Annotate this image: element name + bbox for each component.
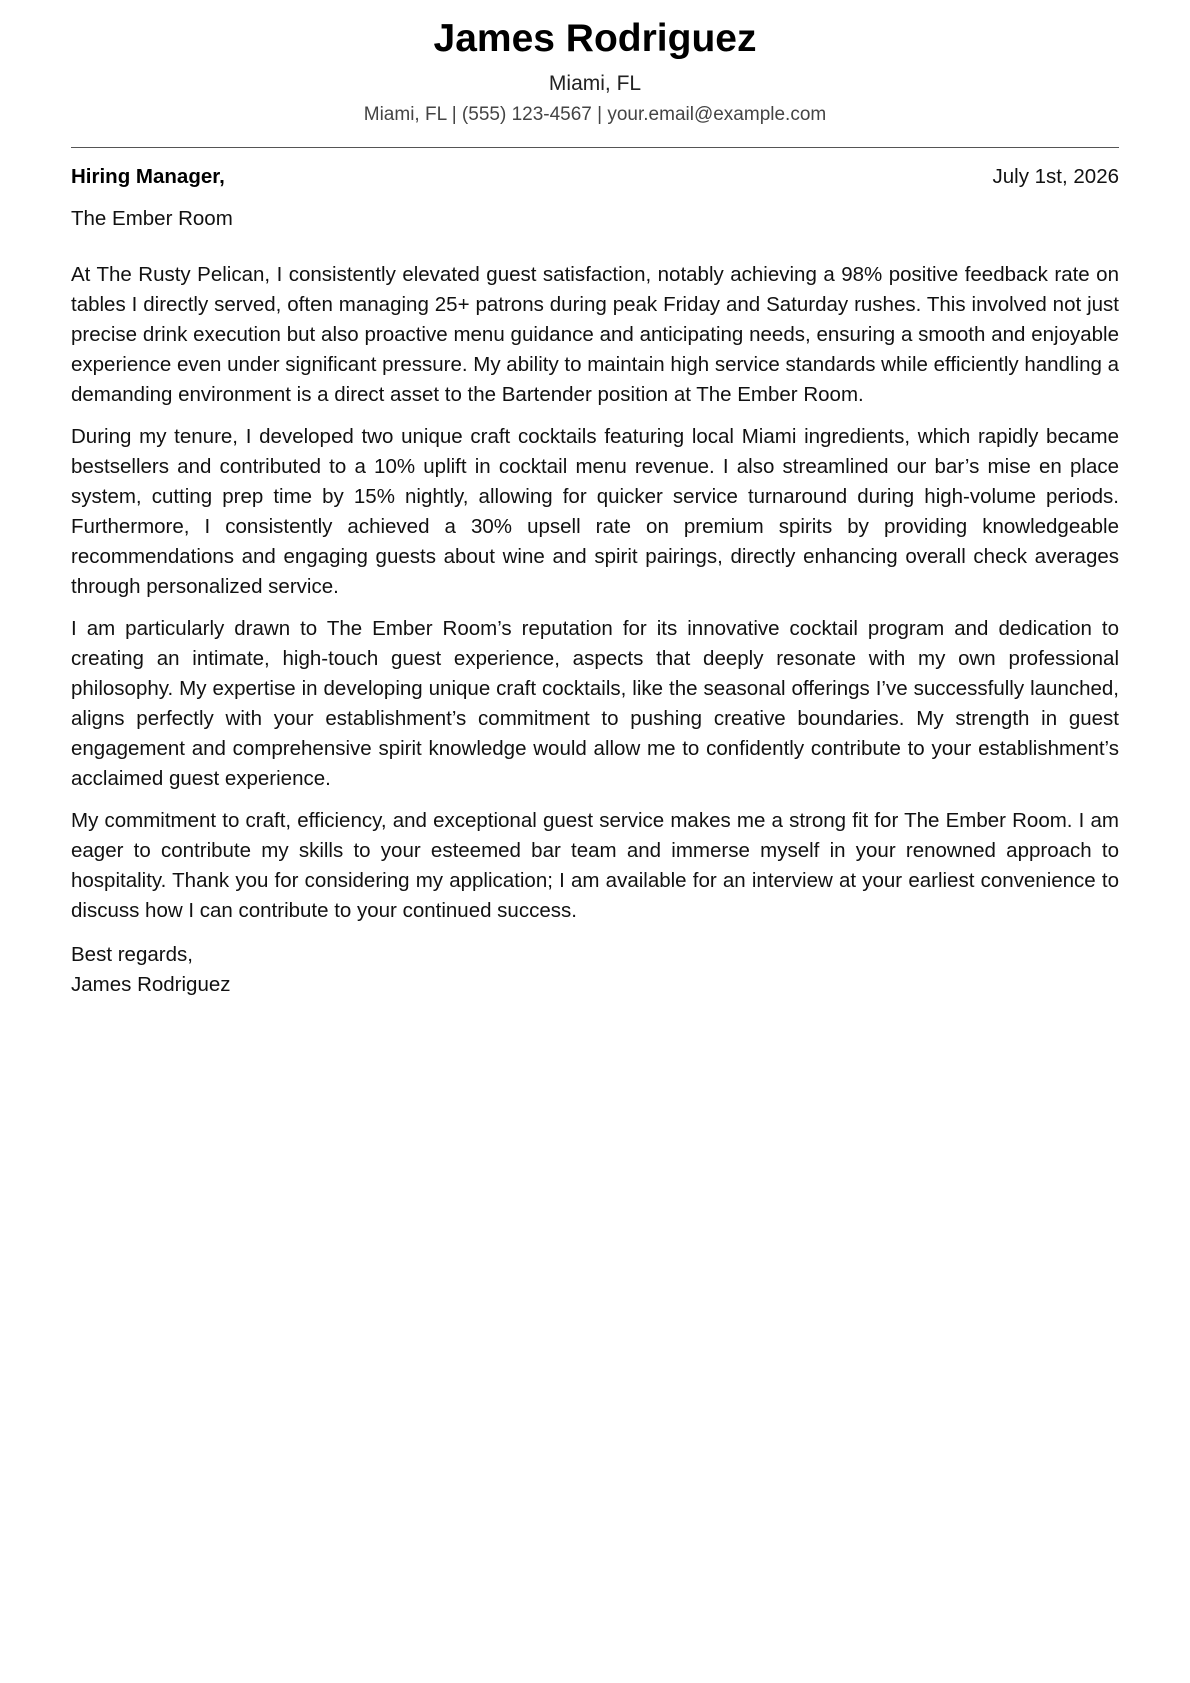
body-paragraph-1: At The Rusty Pelican, I consistently elevated guest satisfaction, notably achieving a 98% positive feedback rate on tables I directly served, often managing 25+ patrons during peak Friday and Saturday rushes. This involved not just precise drink execution but also proactive menu guidance and anticipating needs, ensuring a smooth and enjoyable experience even under significant pressure. My ability to maintain high service standards while efficiently handling a demanding environment is a direct asset to the Bartender position at The Ember Room. <box>71 263 1119 406</box>
letter-closing <box>71 940 1119 1000</box>
cover-letter-page <box>71 0 1119 1000</box>
applicant-name: James Rodriguez <box>433 17 757 60</box>
letter-date: July 1st, 2026 <box>992 165 1119 188</box>
body-paragraph-4: My commitment to craft, efficiency, and exceptional guest service makes me a strong fit for The Ember Room. I am eager to contribute my skills to your esteemed bar team and immerse myself in your renowned approach to hospitality. Thank you for considering my application; I am available for an interview at your earliest convenience to discuss how I can contribute to your continued success. <box>71 809 1119 922</box>
contact-line: Miami, FL | (555) 123-4567 | your.email@example.com <box>363 104 827 125</box>
signature-name: James Rodriguez <box>71 973 231 996</box>
recipient-company: The Ember Room <box>71 207 233 230</box>
applicant-location: Miami, FL <box>548 72 642 95</box>
body-paragraph-3: I am particularly drawn to The Ember Room’s reputation for its innovative cocktail program and dedication to creating an intimate, high-touch guest experience, aspects that deeply resonate with my own professional philosophy. My expertise in developing unique craft cocktails, like the seasonal offerings I’ve successfully launched, aligns perfectly with your establishment’s commitment to pushing creative boundaries. My strength in guest engagement and comprehensive spirit knowledge would allow me to confidently contribute to your establishment’s acclaimed guest experience. <box>71 617 1119 790</box>
sign-off: Best regards, <box>71 943 193 966</box>
header-divider <box>71 147 1119 148</box>
letter-body <box>71 260 1119 926</box>
recipient-salutation: Hiring Manager, <box>71 165 225 188</box>
body-paragraph-2: During my tenure, I developed two unique craft cocktails featuring local Miami ingredients, which rapidly became bestsellers and contributed to a 10% uplift in cocktail menu revenue. I also streamlined our bar’s mise en place system, cutting prep time by 15% nightly, allowing for quicker service turnaround during high-volume periods. Furthermore, I consistently achieved a 30% upsell rate on premium spirits by providing knowledgeable recommendations and engaging guests about wine and spirit pairings, directly enhancing overall check averages through personalized service. <box>71 425 1119 598</box>
letter-header <box>71 16 1119 128</box>
recipient-row <box>71 164 1119 190</box>
